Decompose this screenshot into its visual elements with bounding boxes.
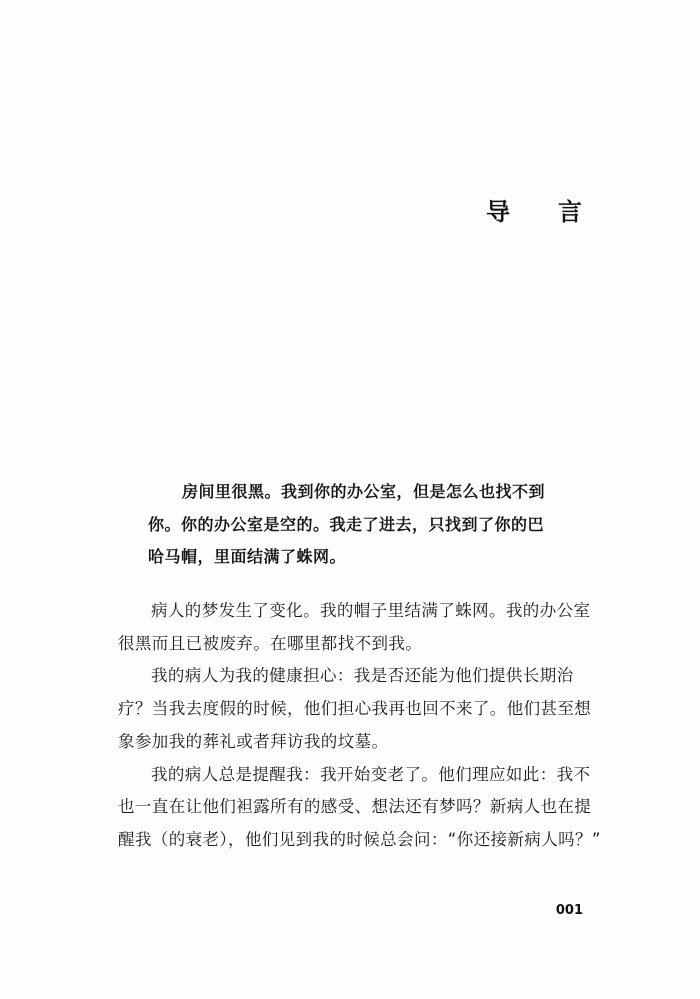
epigraph-line: 哈马帽，里面结满了蛛网。 [148, 547, 347, 566]
chapter-title-char-2: 言 [558, 198, 582, 226]
paragraph-line: 很黑而且已被废弃。在哪里都找不到我。 [118, 633, 423, 653]
body-text [118, 595, 601, 857]
chapter-title-char-1: 导 [486, 198, 510, 226]
paragraph-line: 我的病人为我的健康担心：我是否还能为他们提供长期治 [151, 666, 574, 686]
paragraph-line: 我的病人总是提醒我：我开始变老了。他们理应如此：我不 [151, 764, 591, 784]
paragraph-line: 醒我（的衰老），他们见到我的时候总会问：“你还接新病人吗？” [118, 829, 601, 849]
epigraph-line: 你。你的办公室是空的。我走了进去，只找到了你的巴 [148, 514, 545, 534]
page-number: 001 [555, 903, 583, 918]
paragraph-line: 象参加我的葬礼或者拜访我的坟墓。 [118, 731, 389, 751]
chapter-title [486, 196, 582, 228]
epigraph-line: 房间里很黑。我到你的办公室，但是怎么也找不到 [182, 482, 546, 501]
epigraph [148, 476, 568, 574]
paragraph-line: 也一直在让他们袒露所有的感受、想法还有梦吗？新病人也在提 [118, 797, 592, 817]
paragraph-line: 病人的梦发生了变化。我的帽子里结满了蛛网。我的办公室 [151, 601, 591, 620]
paragraph-line: 疗？当我去度假的时候，他们担心我再也回不来了。他们甚至想 [118, 699, 592, 719]
